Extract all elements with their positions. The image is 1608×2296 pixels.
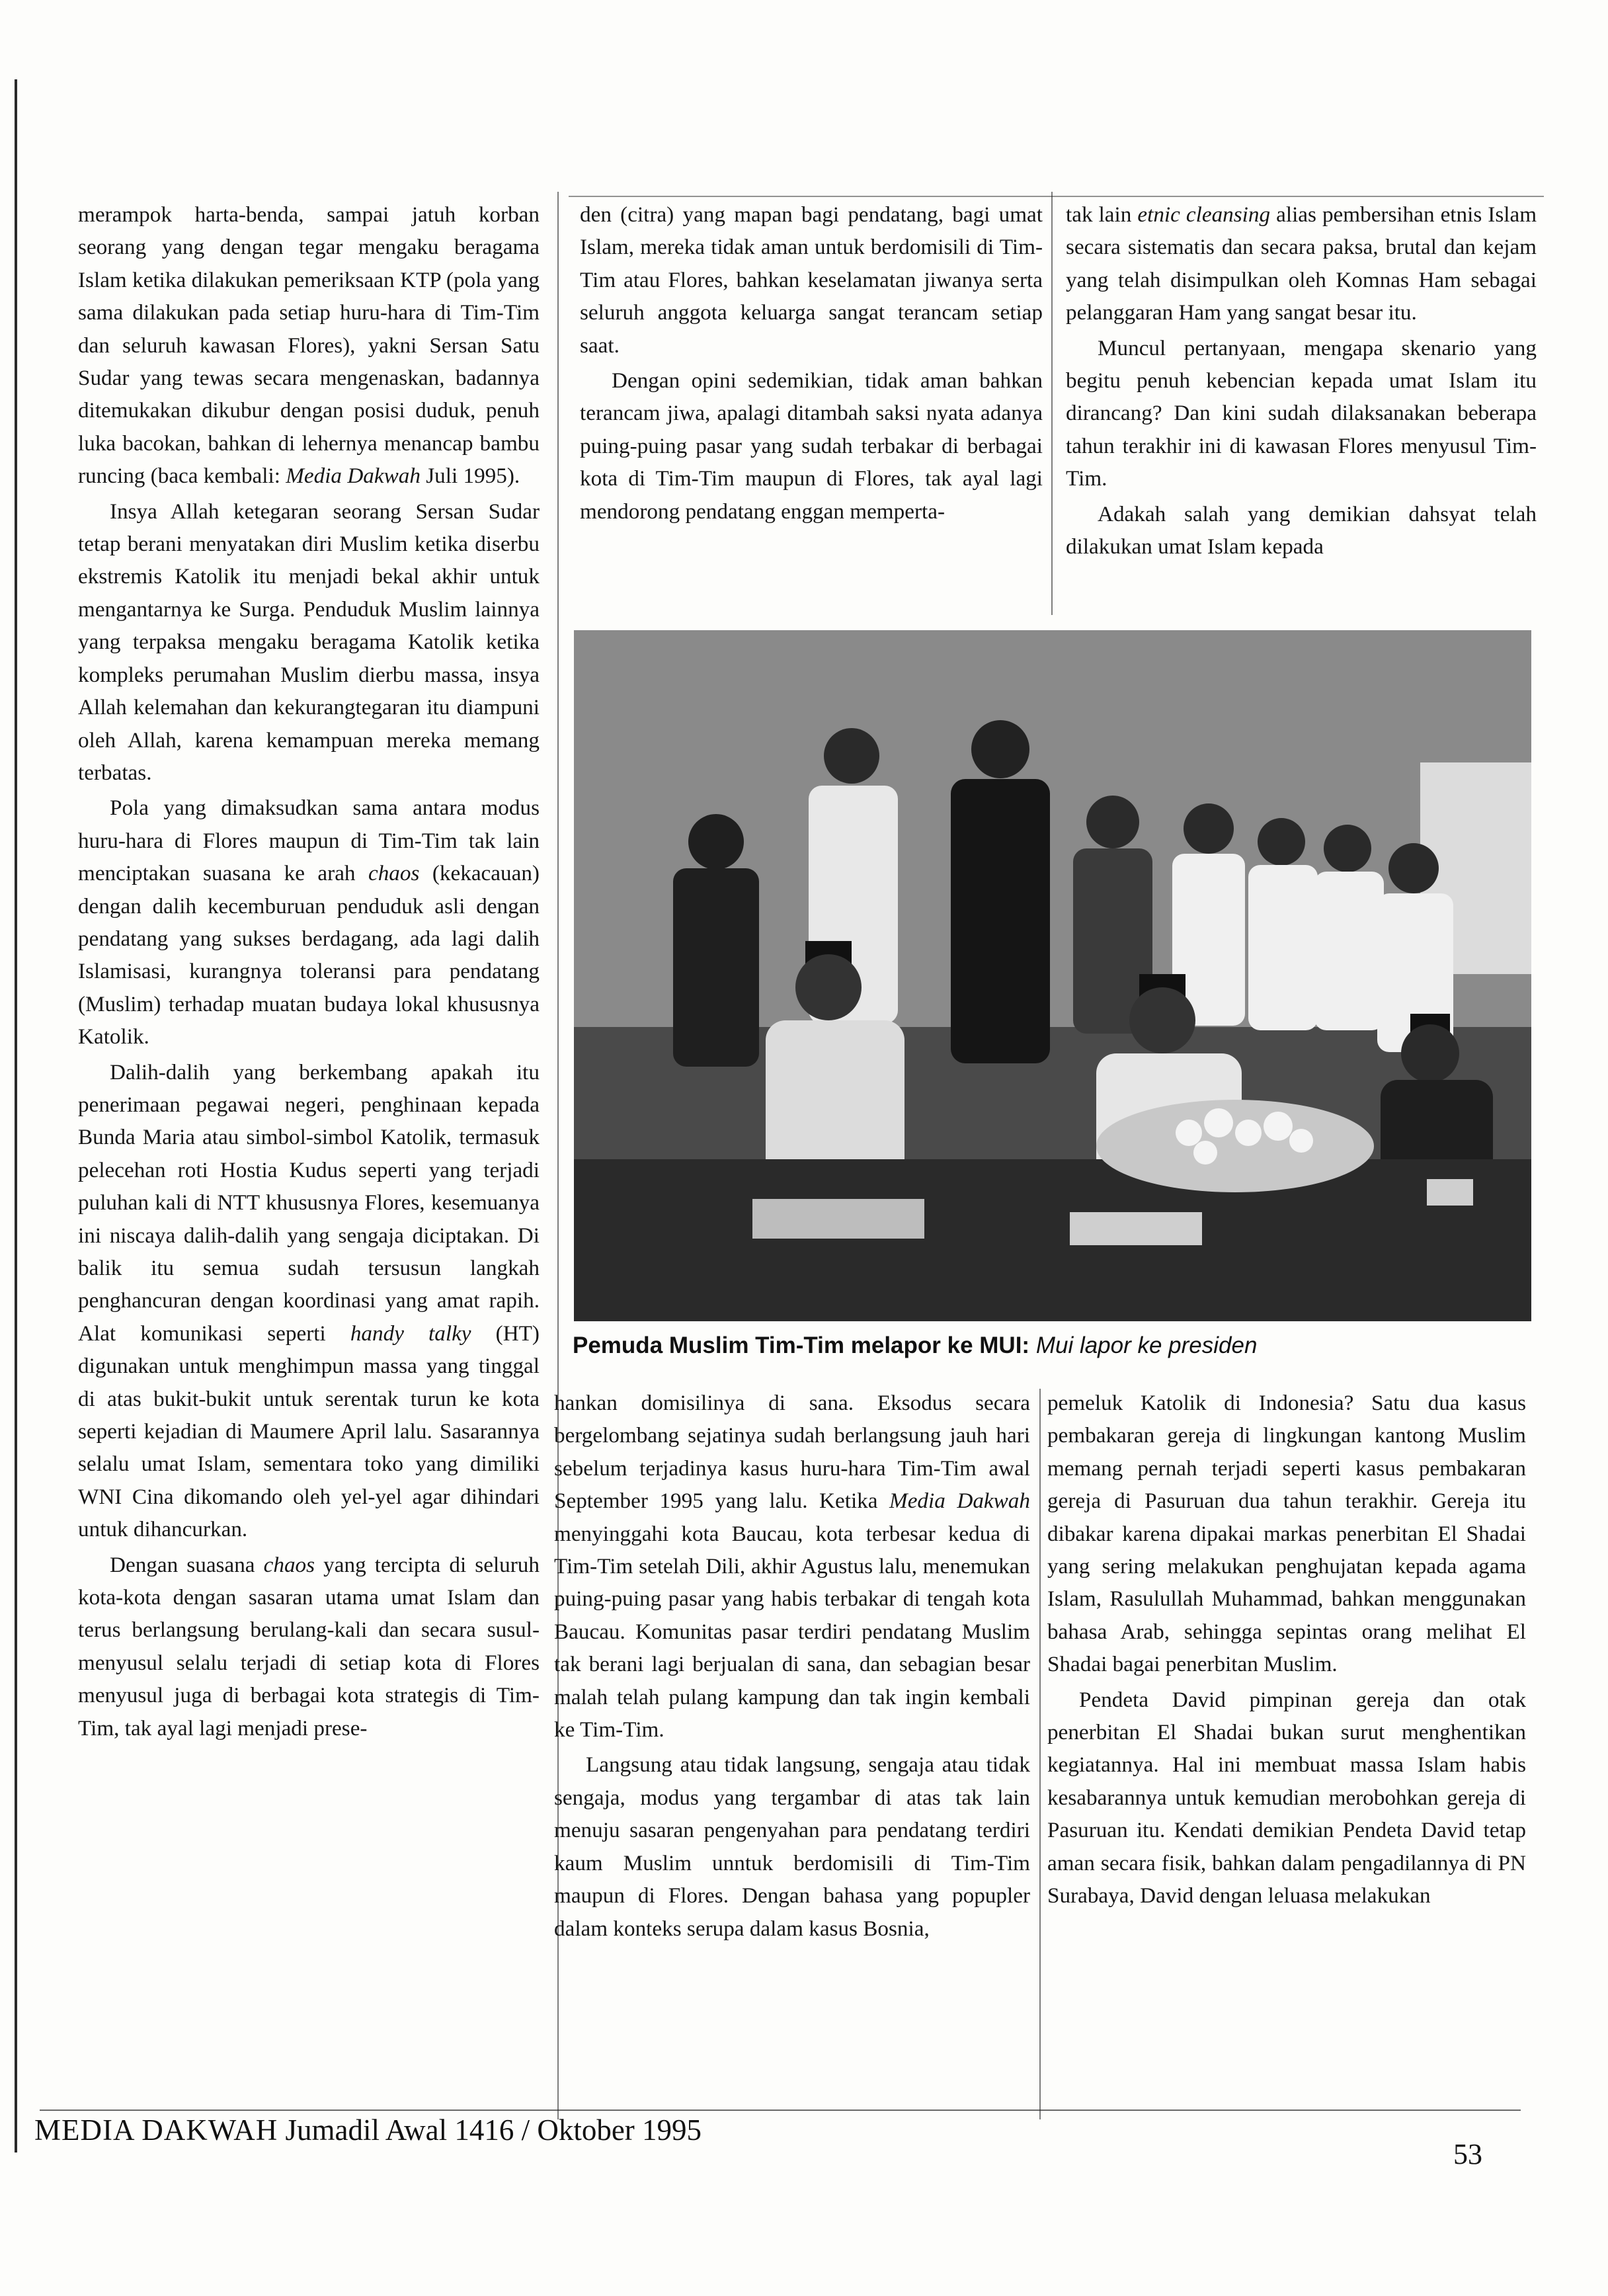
paragraph: Dengan opini sedemikian, tidak aman bahkan terancam jiwa, apalagi ditambah saksi nyata adanya puing-puing pasar yang sudah terbakar di berbagai kota di Tim-Tim maupun di Flores, tak ayal lagi mendorong pendatang enggan memperta- <box>580 368 1043 524</box>
page-number: 53 <box>1453 2138 1482 2170</box>
paragraph: tak lain etnic cleansing alias pembersihan etnis Islam secara sistematis dan secara paksa, brutal dan kejam yang telah disimpulkan oleh Komnas Ham sebagai pelanggaran Ham yang sangat besar itu. <box>1066 202 1537 325</box>
page-footer <box>34 2113 702 2147</box>
paragraph: Dengan suasana chaos yang tercipta di seluruh kota-kota dengan sasaran utama umat Islam dan terus berlangsung berulang-kali dan secara susul-menyusul selalu terjadi di setiap kota di Flores menyusul juga di berbagai kota strategis di Tim-Tim, tak ayal lagi menjadi prese- <box>78 1552 540 1741</box>
column-rule-2 <box>1051 192 1053 615</box>
magazine-name: MEDIA DAKWAH <box>34 2113 278 2147</box>
column-1 <box>78 198 540 1744</box>
paragraph: hankan domisilinya di sana. Eksodus secara bergelombang sejatinya sudah berlangsung jauh hari sebelum terjadinya kasus huru-hara Tim-Tim awal September 1995 yang lalu. Ketika Media Dakwah menyinggahi kota Baucau, kota terbesar kedua di Tim-Tim setelah Dili, akhir Agustus lalu, menemukan puing-puing pasar yang habis terbakar di tengah kota Baucau. Komunitas pasar terdiri pendatang Muslim tak berani lagi berjualan di sana, dan sebagian besar malah telah pulang kampung dan tak ingin kembali ke Tim-Tim. <box>554 1391 1030 1742</box>
news-photo <box>574 630 1531 1321</box>
paragraph: Insya Allah ketegaran seorang Sersan Sudar tetap berani menyatakan diri Muslim ketika diserbu ekstremis Katolik itu menjadi bekal akhir untuk mengantarnya ke Surga. Penduduk Muslim lainnya yang terpaksa mengaku beragama Katolik ketika kompleks perumahan Muslim dierbu massa, insya Allah kelemahan dan kekurangtegaran itu diampuni oleh Allah, karena kemampuan mereka memang terbatas. <box>78 499 540 785</box>
paragraph: Adakah salah yang demikian dahsyat telah dilakukan umat Islam kepada <box>1066 501 1537 559</box>
photo-caption: Pemuda Muslim Tim-Tim melapor ke MUI: Mui lapor ke presiden <box>573 1332 1258 1358</box>
issue-date: Jumadil Awal 1416 / Oktober 1995 <box>278 2113 702 2147</box>
top-rule <box>569 196 1544 197</box>
paragraph: Pendeta David pimpinan gereja dan otak penerbitan El Shadai bukan surut menghentikan kegiatannya. Hal ini membuat massa Islam habis kesabarannya untuk kemudian merobohkan gereja di Pasuruan itu. Kendati demikian Pendeta David tetap aman secara fisik, bahkan dalam pengadilannya di PN Surabaya, David dengan leluasa melakukan <box>1047 1687 1526 1908</box>
photo-illustration <box>574 630 1531 1321</box>
left-margin-line <box>15 79 17 2152</box>
column-3-bottom <box>1047 1387 1526 1912</box>
paragraph: Pola yang dimaksudkan sama antara modus huru-hara di Flores maupun di Tim-Tim tak lain menciptakan suasana ke arah chaos (kekacauan) dengan dalih kecemburuan penduduk asli dengan pendatang yang sukses berdagang, ada lagi dalih Islamisasi, kurangnya toleransi para pendatang (Muslim) terhadap muatan budaya lokal khususnya Katolik. <box>78 796 540 1049</box>
column-rule-3 <box>1039 1389 1041 2119</box>
footer-rule <box>40 2110 1521 2111</box>
paragraph: den (citra) yang mapan bagi pendatang, bagi umat Islam, mereka tidak aman untuk berdomisili di Tim-Tim atau Flores, bahkan keselamatan jiwanya serta seluruh anggota keluarga sangat terancam setiap saat. <box>580 202 1043 358</box>
paragraph: Langsung atau tidak langsung, sengaja atau tidak sengaja, modus yang tergambar di atas tak lain menuju sasaran pengenyahan para pendatang terdiri kaum Muslim unntuk berdomisili di Tim-Tim maupun di Flores. Dengan bahasa yang popupler dalam konteks serupa dalam kasus Bosnia, <box>554 1752 1030 1941</box>
paragraph: Dalih-dalih yang berkembang apakah itu penerimaan pegawai negeri, penghinaan kepada Bunda Maria atau simbol-simbol Katolik, termasuk pelecehan roti Hostia Kudus seperti yang terjadi puluhan kali di NTT khususnya Flores, kesemuanya ini niscaya dalih-dalih yang sengaja diciptakan. Di balik itu semua sudah tersusun langkah penghancuran dengan koordinasi yang amat rapih. Alat komunikasi seperti handy talky (HT) digunakan untuk menghimpun massa yang tinggal di atas bukit-bukit untuk serentak turun ke kota seperti kejadian di Maumere April lalu. Sasarannya selalu umat Islam, sementara toko yang dimiliki WNI Cina dikomando oleh yel-yel agar dihindari untuk dihancurkan. <box>78 1059 540 1542</box>
paragraph: merampok harta-benda, sampai jatuh korban seorang yang dengan tegar mengaku beragama Islam ketika dilakukan pemeriksaan KTP (pola yang sama dilakukan pada setiap huru-hara di Tim-Tim dan seluruh kawasan Flores), yakni Sersan Satu Sudar yang tewas secara mengenaskan, badannya ditemukakan dikubur dengan posisi duduk, penuh luka bacokan, bahkan di lehernya menancap bambu runcing (baca kembali: Media Dakwah Juli 1995). <box>78 202 540 489</box>
paragraph: Muncul pertanyaan, mengapa skenario yang begitu penuh kebencian kepada umat Islam itu dirancang? Dan kini sudah dilaksanakan beberapa tahun terakhir ini di kawasan Flores menyusul Tim-Tim. <box>1066 335 1537 491</box>
column-2-top <box>580 198 1043 528</box>
paragraph: pemeluk Katolik di Indonesia? Satu dua kasus pembakaran gereja di lingkungan kantong Muslim memang pernah terjadi seperti kasus pembakaran gereja di Pasuruan dua tahun terakhir. Gereja itu dibakar karena dipakai markas penerbitan El Shadai yang sering melakukan penghujatan kepada agama Islam, Rasulullah Muhammad, bahkan menggunakan bahasa Arab, sehingga sepintas orang melihat El Shadai bagai penerbitan Muslim. <box>1047 1391 1526 1677</box>
column-2-bottom <box>554 1387 1030 1945</box>
column-3-top <box>1066 198 1537 563</box>
